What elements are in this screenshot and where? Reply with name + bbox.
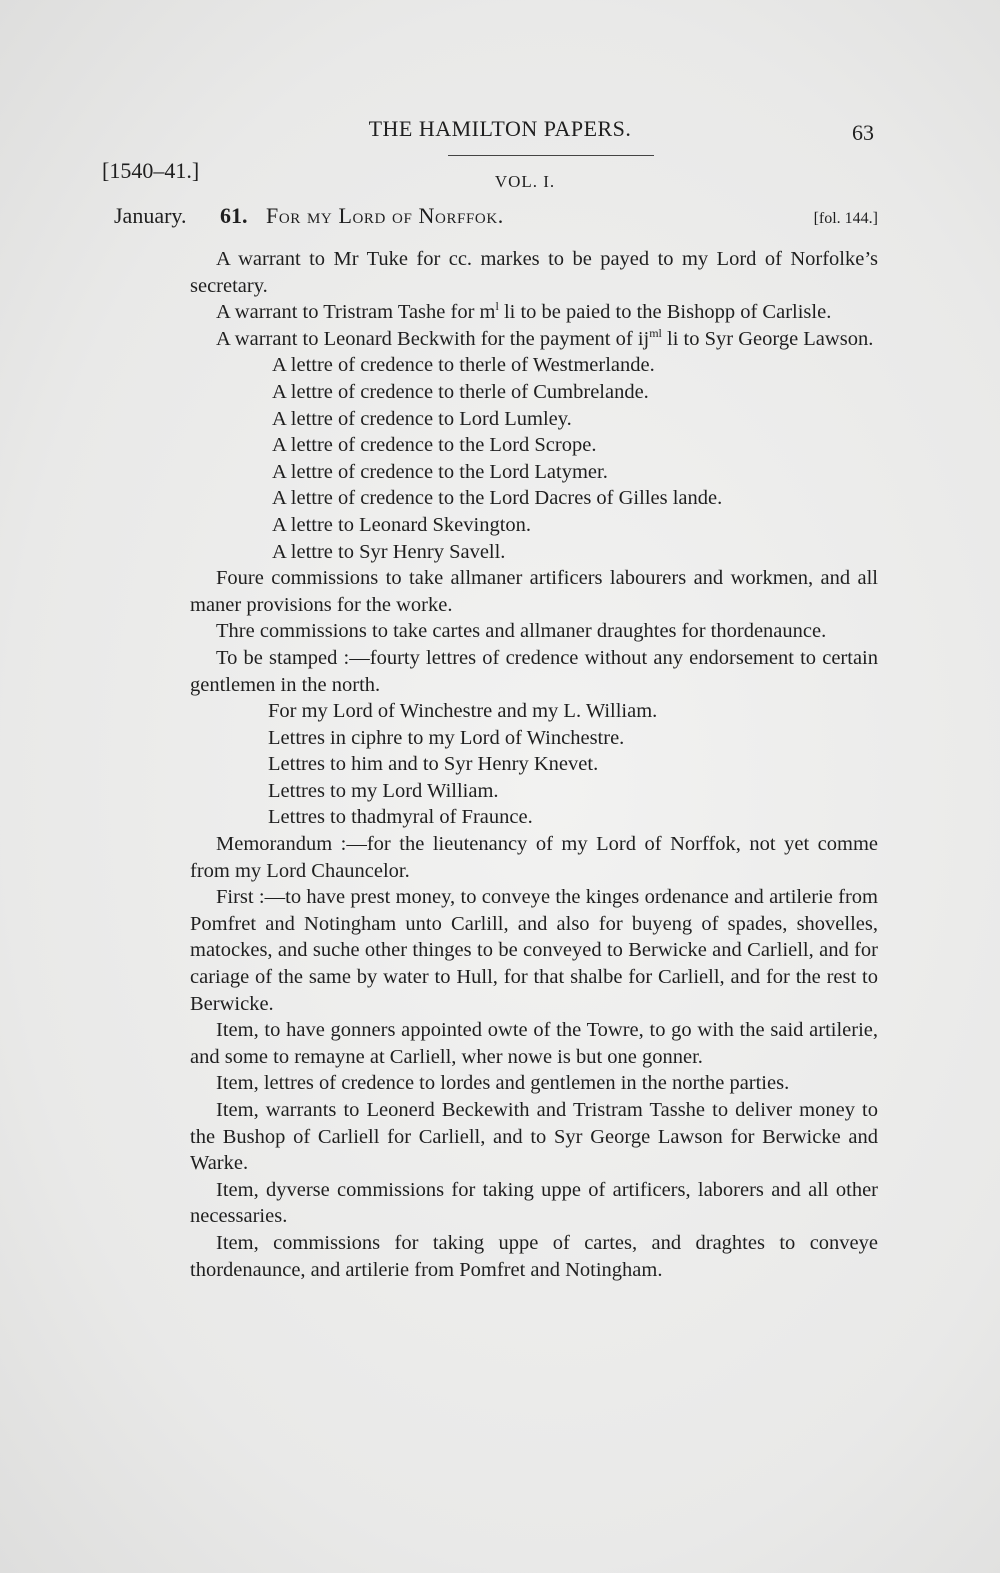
header-rule — [448, 155, 654, 156]
paragraph: First :—to have prest money, to conveye the kinges ordenance and artilerie from Pomfret and Notingham unto Carlill, and also for buyeng of spades, shovelles, matockes, and suche other thinges to be conveyed to Berwicke and Carliell, and for cariage of the same by water to Hull, for that shalbe for Carliell, and for the rest to Berwicke. — [190, 886, 878, 1015]
page-number: 63 — [852, 120, 874, 145]
paragraph: To be stamped :—fourty lettres of credence without any endorsement to certain gentlemen in the north. — [190, 646, 878, 696]
list-item: A lettre to Leonard Skevington. — [272, 513, 532, 536]
paragraph: Item, dyverse commissions for taking uppe of artificers, laborers and all other necessaries. — [190, 1178, 878, 1228]
entry-title: For my Lord of Norffok. — [266, 203, 504, 228]
volume-label: VOL. I. — [494, 172, 556, 191]
list-item: A lettre of credence to therle of Cumbrelande. — [272, 380, 649, 403]
list-item: Lettres to my Lord William. — [268, 779, 499, 802]
entry-number: 61. — [220, 203, 248, 228]
paragraph: A warrant to Tristram Tashe for $m^l$ li to be paied to the Bishopp of Carlisle. — [216, 299, 832, 324]
list-item: A lettre of credence to therle of Westmerlande. — [272, 354, 655, 377]
list-item: For my Lord of Winchestre and my L. William. — [268, 700, 658, 723]
list-item: A lettre of credence to the Lord Scrope. — [272, 434, 597, 457]
entry-body — [190, 246, 878, 1283]
entry-month: January. — [114, 203, 187, 228]
paragraph: Foure commissions to take allmaner artificers labourers and workmen, and all maner provisions for the worke. — [190, 567, 878, 616]
list-item: Lettres in ciphre to my Lord of Winchestre. — [268, 726, 625, 749]
paragraph: Item, commissions for taking uppe of cartes, and draghtes to conveye thordenaunce, and artilerie from Pomfret and Notingham. — [190, 1231, 878, 1281]
list-item: Lettres to thadmyral of Fraunce. — [268, 806, 533, 829]
folio-reference: [fol. 144.] — [813, 210, 878, 227]
paragraph: A warrant to Mr Tuke for cc. markes to be payed to my Lord of Norfolke’s secretary. — [190, 248, 878, 297]
list-item: A lettre of credence to the Lord Dacres of Gilles lande. — [272, 487, 723, 510]
list-item: A lettre of credence to the Lord Latymer. — [272, 460, 608, 483]
paragraph: Item, to have gonners appointed owte of the Towre, to go with the said artilerie, and some to remayne at Carliell, wher nowe is but one gonner. — [190, 1019, 878, 1068]
list-item: Lettres to him and to Syr Henry Knevet. — [268, 753, 599, 776]
list-item: A lettre of credence to Lord Lumley. — [272, 407, 572, 430]
paragraph: Memorandum :—for the lieutenancy of my Lord of Norffok, not yet comme from my Lord Chauncelor. — [190, 833, 878, 882]
entry-heading — [114, 203, 884, 233]
paragraph: Thre commissions to take cartes and allmaner draughtes for thordenaunce. — [216, 620, 827, 643]
paragraph: Item, lettres of credence to lordes and gentlemen in the northe parties. — [216, 1072, 790, 1095]
running-title: THE HAMILTON PAPERS. — [368, 116, 632, 141]
paragraph: A warrant to Leonard Beckwith for the payment of $ij^{ml}$ li to Syr George Lawson. — [216, 325, 874, 350]
paragraph: Item, warrants to Leonerd Beckewith and Tristram Tasshe to deliver money to the Bushop of Carliell for Carliell, and to Syr George Lawson for Berwicke and Warke. — [190, 1099, 878, 1175]
date-range: [1540–41.] — [102, 158, 200, 183]
list-item: A lettre to Syr Henry Savell. — [272, 540, 506, 563]
